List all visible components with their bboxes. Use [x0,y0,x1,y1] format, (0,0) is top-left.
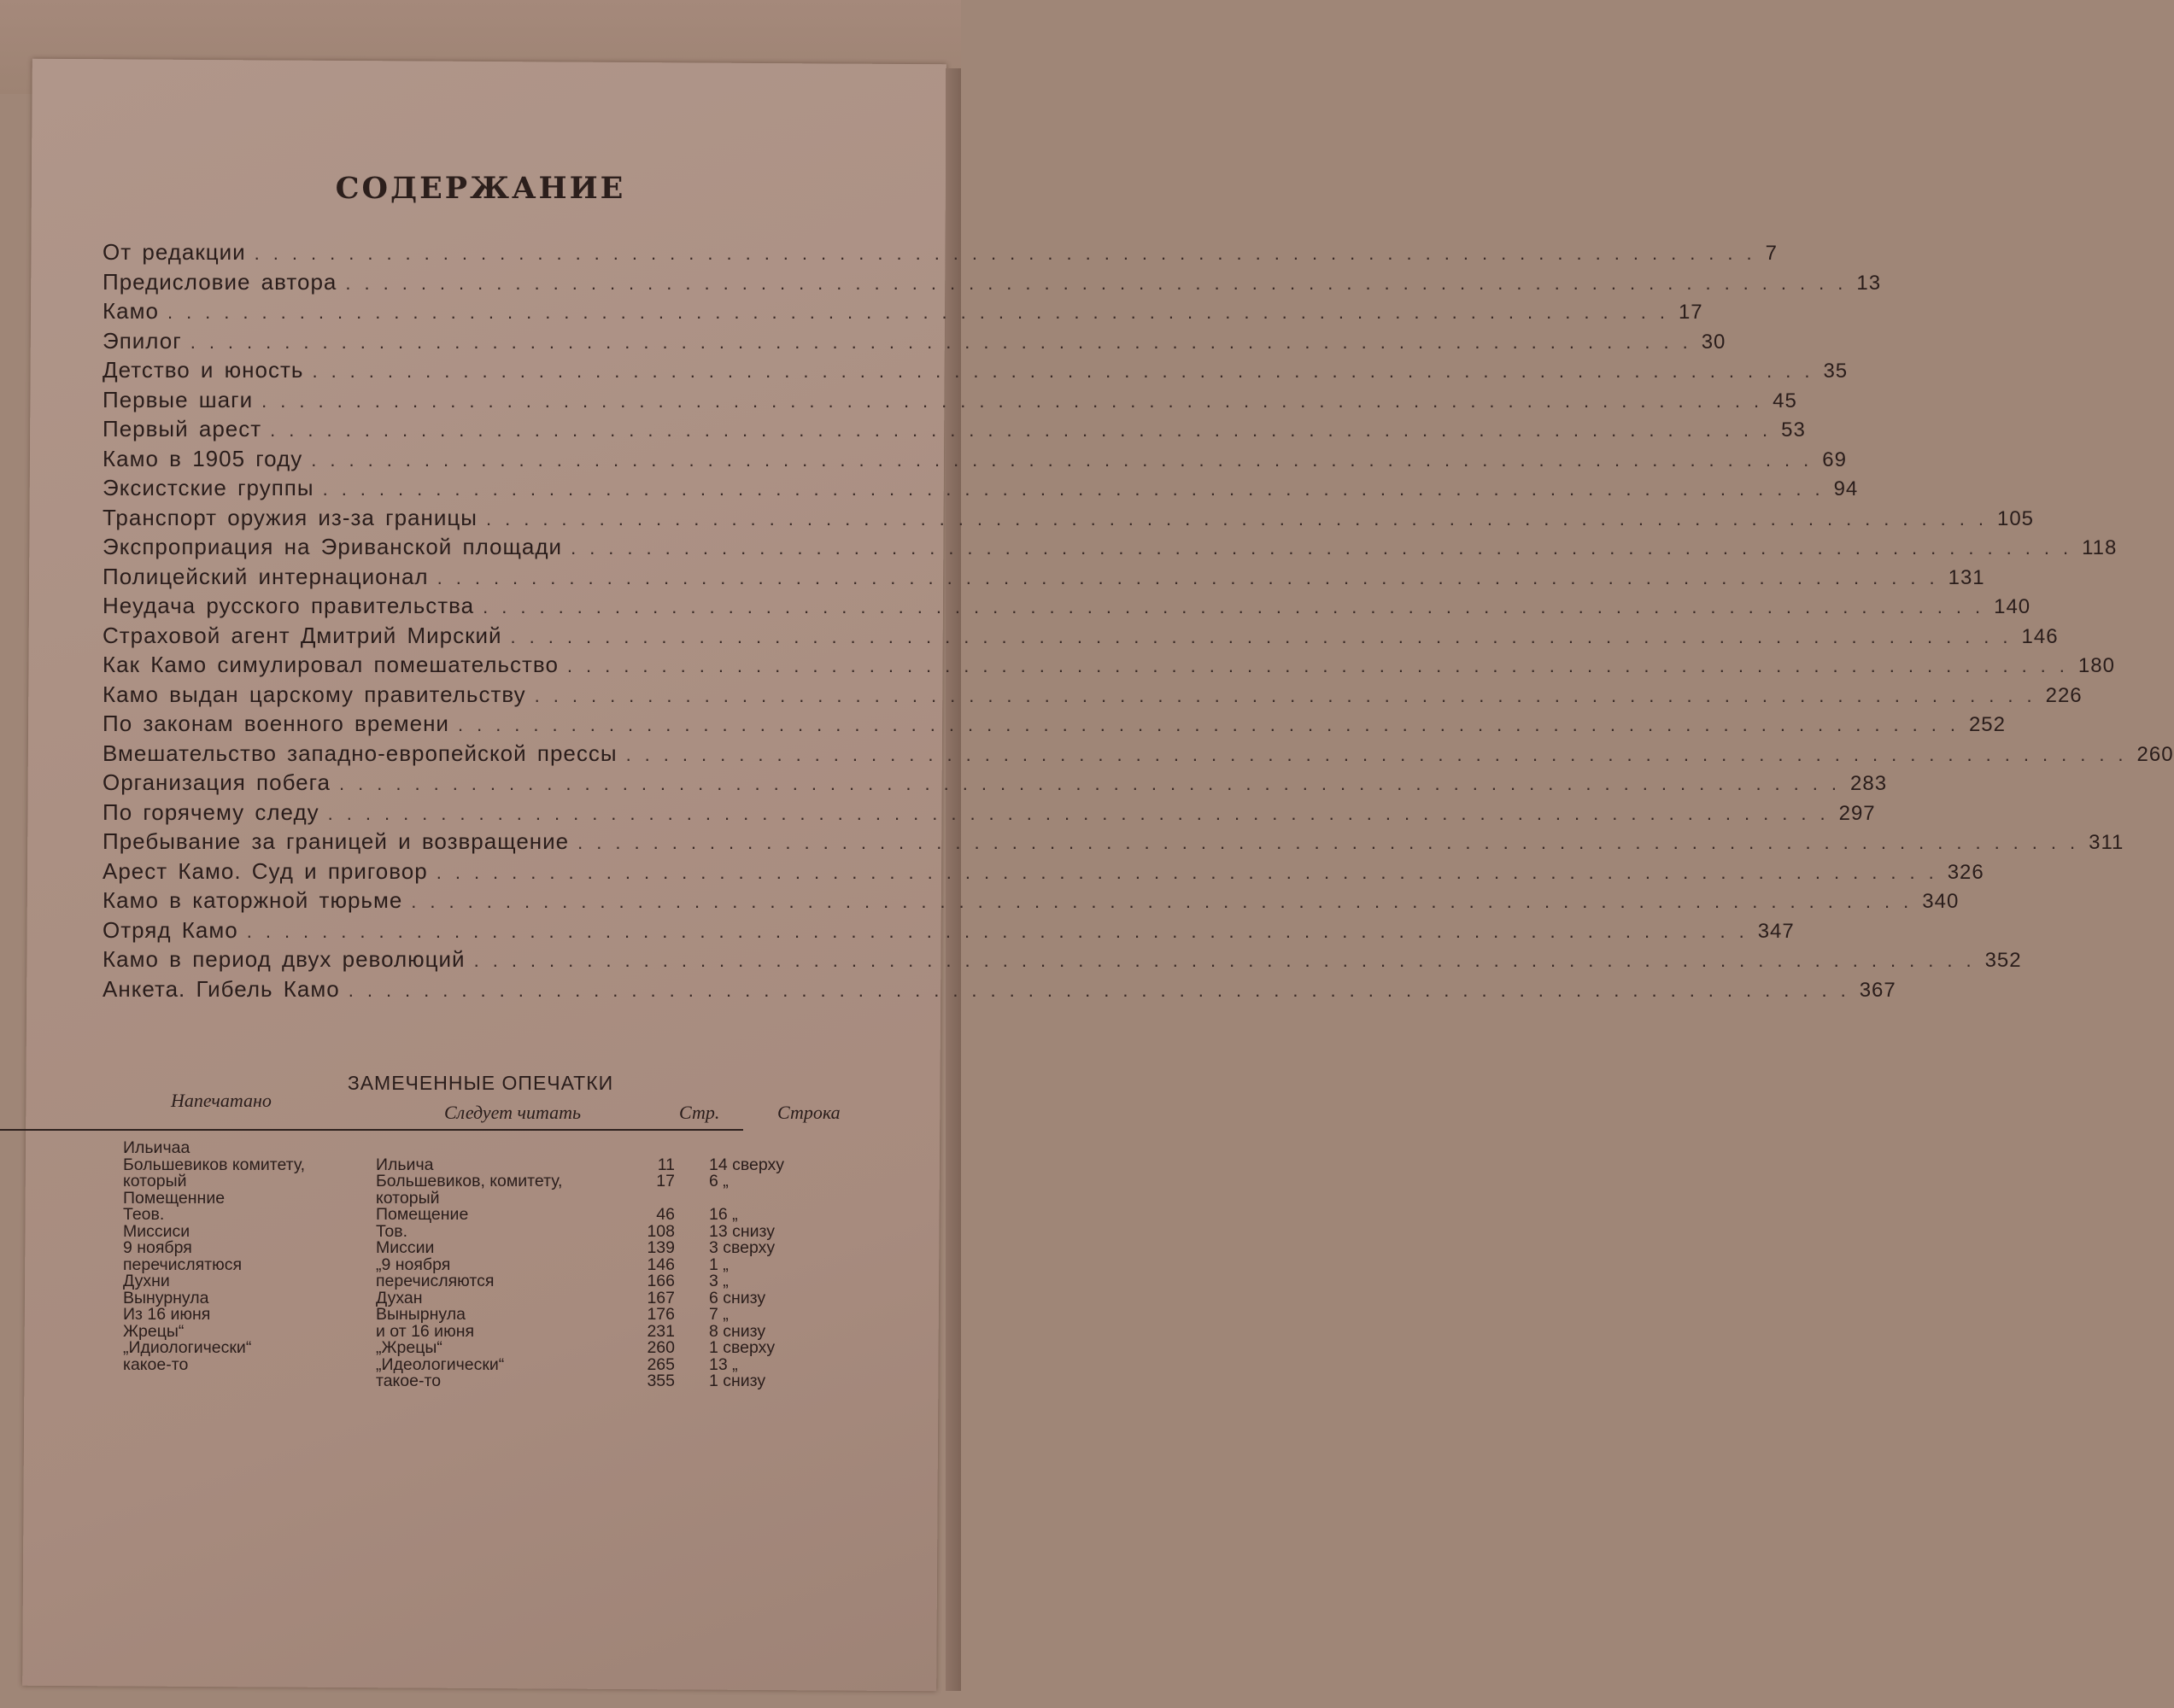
toc-entry [103,268,1882,299]
errata-line: 1 сверху [709,1338,776,1357]
toc-entry-page: 69 [1822,447,1847,471]
toc-entry-title: Камо в каторжной тюрьме [103,887,403,913]
toc-entry-page: 226 [2045,683,2083,707]
errata-printed: 9 ноября [123,1238,192,1257]
toc-leader-dots: ................................................................................ [534,684,2046,706]
toc-entry-page: 326 [1947,860,1984,884]
errata-row [120,1290,863,1307]
toc-leader-dots: ................................................................................ [345,272,1857,294]
toc-leader-dots: ................................................................................ [327,802,1839,824]
toc-entry-title: Организация побега [103,769,331,795]
toc-entry [103,975,1896,1006]
errata-line: 16 „ [709,1205,738,1224]
errata-page: 166 [647,1272,675,1290]
errata-page: 260 [647,1338,675,1357]
toc-entry-page: 105 [1996,506,2035,530]
errata-read-as: Ильича [376,1155,434,1174]
toc-entry [103,445,1847,476]
errata-table [120,1140,863,1390]
errata-read-as: Вынырнула [376,1305,466,1324]
errata-line: 3 „ [709,1272,729,1290]
errata-line: 14 сверху [709,1155,784,1174]
errata-row [120,1307,863,1324]
toc-entry-page: 94 [1833,477,1859,500]
errata-col-page: Стр. [679,1102,720,1123]
toc-entry-title: Неудача русского правительства [103,593,475,618]
toc-leader-dots: ................................................................................ [485,507,1997,529]
errata-read-as: Большевиков, комитету, [376,1172,563,1190]
toc-leader-dots: ................................................................................ [571,537,2083,559]
errata-page: 17 [656,1172,675,1190]
toc-entry-title: Как Камо симулировал помешательство [103,652,559,677]
toc-entry-page: 131 [1948,565,1985,589]
errata-col-line: Строка [777,1102,841,1123]
toc-entry [103,563,1985,594]
toc-entry-title: Камо выдан царскому правительству [103,681,526,707]
toc-leader-dots: ................................................................................ [473,950,1985,971]
errata-printed: Теов. [123,1205,165,1224]
toc-entry [103,239,1778,269]
toc-entry [103,386,1797,417]
toc-entry-page: 352 [1984,949,2022,972]
toc-entry-title: Анкета. Гибель Камо [103,975,340,1002]
toc-entry-page: 283 [1850,772,1888,795]
toc-entry [103,740,2174,770]
toc-entry-title: Первый арест [103,416,262,442]
toc-leader-dots: ................................................................................ [510,625,2022,647]
toc-entry-title: Камо в период двух революций [103,946,466,972]
errata-printed: какое-то [123,1354,189,1374]
errata-printed: который [123,1172,187,1190]
errata-line: 8 снизу [709,1321,766,1341]
errata-row [120,1273,863,1290]
errata-row [120,1340,863,1357]
toc-entry-title: Первые шаги [103,386,254,412]
toc-entry [103,681,2083,711]
errata-page: 265 [647,1354,675,1374]
errata-row [120,1173,863,1190]
errata-line: 1 „ [709,1255,729,1274]
toc-entry-title: Предисловие автора [103,268,337,295]
toc-entry [103,534,2118,564]
toc-entry [103,946,2022,976]
errata-page: 355 [647,1372,675,1390]
toc-entry-title: Детство и юность [103,357,304,383]
toc-leader-dots: ................................................................................ [190,330,1702,353]
errata-line: 3 сверху [709,1238,776,1257]
errata-page: 176 [647,1305,675,1324]
toc-entry-page: 367 [1859,978,1896,1002]
toc-leader-dots: ................................................................................ [261,389,1773,412]
errata-printed: Большевиков комитету, [123,1155,306,1174]
toc-entry-title: Вмешательство западно-европейской прессы [103,740,618,766]
toc-entry-title: Пребывание за границей и возвращение [103,828,570,854]
errata-line: 13 снизу [709,1221,775,1241]
errata-page: 167 [647,1288,675,1307]
errata-page: 231 [647,1321,675,1341]
errata-line: 6 „ [709,1172,729,1190]
errata-row [120,1190,863,1208]
toc-entry [103,916,1795,947]
toc-entry-title: Отряд Камо [103,916,238,943]
toc-entry-title: Арест Камо. Суд и приговор [103,857,428,884]
errata-printed: Миссиси [123,1221,190,1241]
toc-entry-page: 297 [1838,801,1876,825]
errata-read-as: Помещение [376,1205,469,1224]
errata-page: 146 [647,1255,675,1274]
toc-entry-title: По законам военного времени [103,711,449,736]
toc-leader-dots: ................................................................................ [437,566,1948,588]
errata-header [120,1090,863,1131]
toc-leader-dots: ................................................................................ [311,448,1823,471]
toc-leader-dots: ................................................................................ [483,596,1995,617]
errata-rule [0,1129,743,1131]
toc-entry-page: 30 [1701,330,1726,354]
errata-printed: Жрецы“ [123,1321,185,1341]
errata-printed: Из 16 июня [123,1305,211,1324]
errata-row [120,1207,863,1224]
toc-entry-page: 340 [1922,890,1960,913]
errata-read-as: который [376,1188,440,1208]
toc-entry [103,504,2035,535]
errata-printed: Помещенние [123,1188,226,1208]
errata-line: 13 „ [709,1354,738,1374]
toc-leader-dots: ................................................................................ [167,301,1679,323]
toc-leader-dots: ................................................................................ [348,979,1860,1001]
toc-entry [103,887,1960,917]
errata-read-as: Духан [376,1288,423,1307]
toc-entry [103,357,1849,387]
toc-leader-dots: ................................................................................ [457,714,1969,735]
toc-entry-page: 260 [2136,742,2174,766]
toc-entry [103,652,2115,681]
toc-entry [103,593,2031,623]
toc-entry-title: Камо [103,298,159,324]
toc-entry-title: Экспроприация на Эриванской площади [103,534,563,559]
toc-entry-title: Эксистские группы [103,475,314,500]
errata-page: 139 [647,1238,675,1257]
errata-page: 108 [647,1221,675,1241]
toc-entry [103,298,1703,328]
toc-leader-dots: ................................................................................ [254,243,1766,264]
errata-row [120,1373,863,1390]
toc-entry [103,711,2006,740]
errata-title: ЗАМЕЧЕННЫЕ ОПЕЧАТКИ [347,1072,614,1094]
errata-read-as: Тов. [376,1221,408,1241]
toc-leader-dots: ................................................................................ [312,360,1824,382]
errata-line: 1 снизу [709,1372,766,1390]
toc-leader-dots: ................................................................................ [322,478,1834,500]
errata-line: 6 снизу [709,1288,766,1307]
toc-entry [103,475,1859,505]
toc-entry [103,798,1876,829]
errata-page: 11 [657,1155,675,1174]
toc-entry-page: 146 [2021,624,2059,648]
toc-entry-page: 45 [1773,389,1797,412]
table-of-contents [103,239,2174,1005]
toc-entry [103,769,1888,799]
toc-entry-page: 311 [2089,831,2124,854]
toc-entry [103,416,1806,446]
errata-read-as: „9 ноября [376,1255,451,1274]
toc-leader-dots: ................................................................................ [566,655,2078,676]
toc-entry [103,327,1726,358]
toc-leader-dots: ................................................................................ [436,861,1948,883]
errata-row [120,1140,863,1157]
errata-row [120,1240,863,1257]
errata-read-as: „Жрецы“ [376,1338,442,1357]
errata-read-as: Миссии [376,1238,435,1257]
toc-leader-dots: ................................................................................ [270,419,1782,441]
toc-entry-page: 7 [1765,242,1778,265]
toc-entry-page: 17 [1678,301,1703,324]
errata-printed: Вынурнула [123,1288,209,1307]
toc-entry [103,828,2124,858]
errata-col-read-as: Следует читать [444,1102,582,1123]
toc-leader-dots: ................................................................................ [411,891,1923,912]
toc-entry-page: 347 [1757,919,1795,943]
toc-entry [103,857,1984,888]
toc-entry [103,622,2059,652]
toc-entry-title: По горячему следу [103,798,319,825]
errata-printed: „Идиологически“ [123,1338,252,1357]
errata-printed: Ильичаа [123,1138,190,1157]
toc-leader-dots: ................................................................................ [577,832,2089,853]
page-title: СОДЕРЖАНИЕ [335,171,626,206]
toc-entry-title: Камо в 1905 году [103,445,303,471]
toc-entry-title: От редакции [103,239,246,265]
errata-read-as: перечисляются [376,1272,495,1290]
errata-line: 7 „ [709,1305,729,1324]
toc-entry-title: Страховой агент Дмитрий Мирский [103,622,502,648]
toc-entry-page: 35 [1823,360,1849,383]
toc-leader-dots: ................................................................................ [246,920,1758,942]
toc-entry-page: 140 [1994,595,2031,618]
toc-entry-title: Полицейский интернационал [103,563,429,589]
errata-page: 46 [656,1205,675,1224]
toc-entry-page: 180 [2077,654,2115,677]
toc-leader-dots: ................................................................................ [339,773,1850,794]
errata-printed: перечислятюся [123,1255,243,1274]
toc-entry-page: 252 [1968,713,2006,736]
toc-entry-page: 13 [1856,271,1882,295]
errata-read-as: такое-то [376,1372,442,1390]
errata-read-as: „Идеологически“ [376,1354,505,1374]
toc-entry-page: 118 [2082,536,2118,559]
toc-entry-page: 53 [1781,418,1806,442]
errata-read-as: и от 16 июня [376,1321,475,1341]
errata-col-printed: Напечатано [171,1090,272,1111]
errata-printed: Духни [123,1272,170,1290]
toc-entry-title: Эпилог [103,327,182,354]
toc-leader-dots: ................................................................................ [625,743,2137,765]
toc-entry-title: Транспорт оружия из-за границы [103,504,478,530]
